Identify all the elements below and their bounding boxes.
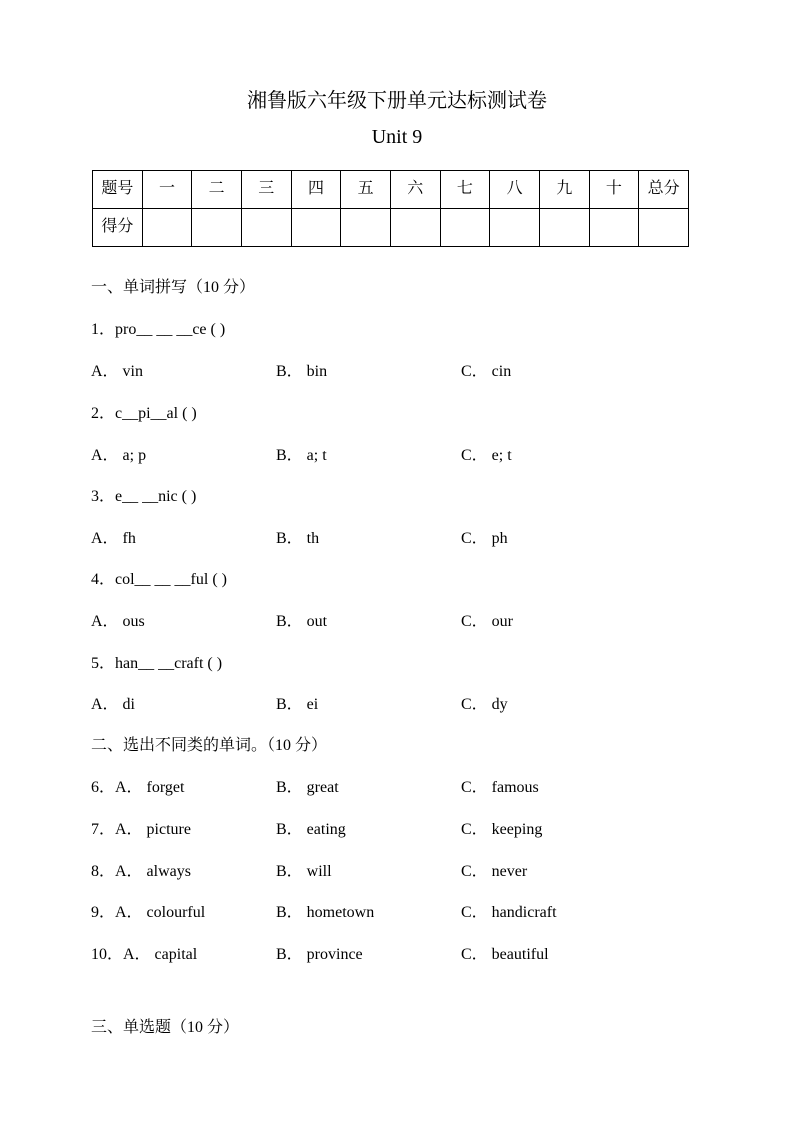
score-table-header-row bbox=[93, 171, 689, 209]
score-cell-header: 一 bbox=[142, 171, 192, 209]
option-b: B． a; t bbox=[276, 447, 327, 464]
score-cell-empty bbox=[490, 209, 540, 247]
option-a: 6．A． forget bbox=[91, 779, 185, 796]
score-table-score-row bbox=[93, 209, 689, 247]
option-c: C． famous bbox=[461, 779, 539, 796]
score-cell-header: 七 bbox=[440, 171, 490, 209]
document-title: 湘鲁版六年级下册单元达标测试卷 bbox=[247, 90, 547, 112]
score-cell-empty bbox=[142, 209, 192, 247]
option-a: A． vin bbox=[91, 363, 144, 380]
option-a: 10．A． capital bbox=[91, 946, 198, 963]
score-cell-empty bbox=[539, 209, 589, 247]
option-b: B． bin bbox=[276, 363, 328, 380]
option-b: B． will bbox=[276, 863, 332, 880]
score-cell-empty bbox=[440, 209, 490, 247]
option-b: B． th bbox=[276, 530, 320, 547]
option-c: C． cin bbox=[461, 363, 512, 380]
score-table bbox=[92, 170, 689, 247]
option-b: B． ei bbox=[276, 696, 319, 713]
score-cell-empty bbox=[192, 209, 242, 247]
option-a: A． a; p bbox=[91, 447, 147, 464]
score-cell-empty bbox=[341, 209, 391, 247]
score-cell-header: 二 bbox=[192, 171, 242, 209]
score-cell-header: 五 bbox=[341, 171, 391, 209]
option-c: C． ph bbox=[461, 530, 508, 547]
score-cell-header: 六 bbox=[390, 171, 440, 209]
option-a: 8．A． always bbox=[91, 863, 191, 880]
score-cell-empty bbox=[390, 209, 440, 247]
score-cell-empty bbox=[241, 209, 291, 247]
score-cell-empty bbox=[291, 209, 341, 247]
score-cell-empty bbox=[639, 209, 689, 247]
unit-title: Unit 9 bbox=[371, 126, 423, 148]
option-a: A． ous bbox=[91, 613, 145, 630]
score-cell-label: 题号 bbox=[93, 171, 143, 209]
option-c: C． never bbox=[461, 863, 528, 880]
option-c: C． dy bbox=[461, 696, 508, 713]
option-b: B． out bbox=[276, 613, 328, 630]
section-heading: 三、单选题（10 分） bbox=[91, 1019, 240, 1036]
option-c: C． e; t bbox=[461, 447, 512, 464]
option-b: B． hometown bbox=[276, 904, 375, 921]
option-c: C． keeping bbox=[461, 821, 543, 838]
option-a: A． fh bbox=[91, 530, 136, 547]
question-stem: 3．e__ __nic ( ) bbox=[91, 488, 197, 505]
option-b: B． great bbox=[276, 779, 339, 796]
score-cell-label: 得分 bbox=[93, 209, 143, 247]
score-cell-header: 八 bbox=[490, 171, 540, 209]
score-cell-header: 三 bbox=[241, 171, 291, 209]
score-cell-empty bbox=[589, 209, 639, 247]
option-a: 7．A． picture bbox=[91, 821, 191, 838]
section-heading: 一、单词拼写（10 分） bbox=[91, 279, 256, 296]
option-b: B． province bbox=[276, 946, 363, 963]
question-stem: 1．pro__ __ __ce ( ) bbox=[91, 321, 226, 338]
score-cell-header: 四 bbox=[291, 171, 341, 209]
option-b: B． eating bbox=[276, 821, 346, 838]
question-stem: 4．col__ __ __ful ( ) bbox=[91, 571, 227, 588]
option-c: C． handicraft bbox=[461, 904, 557, 921]
score-cell-header: 九 bbox=[539, 171, 589, 209]
option-a: A． di bbox=[91, 696, 136, 713]
question-stem: 2．c__pi__al ( ) bbox=[91, 405, 197, 422]
option-c: C． our bbox=[461, 613, 514, 630]
option-a: 9．A． colourful bbox=[91, 904, 206, 921]
option-c: C． beautiful bbox=[461, 946, 549, 963]
score-cell-header: 十 bbox=[589, 171, 639, 209]
question-stem: 5．han__ __craft ( ) bbox=[91, 655, 223, 672]
score-cell-header: 总分 bbox=[639, 171, 689, 209]
section-heading: 二、选出不同类的单词。（10 分） bbox=[91, 737, 328, 754]
